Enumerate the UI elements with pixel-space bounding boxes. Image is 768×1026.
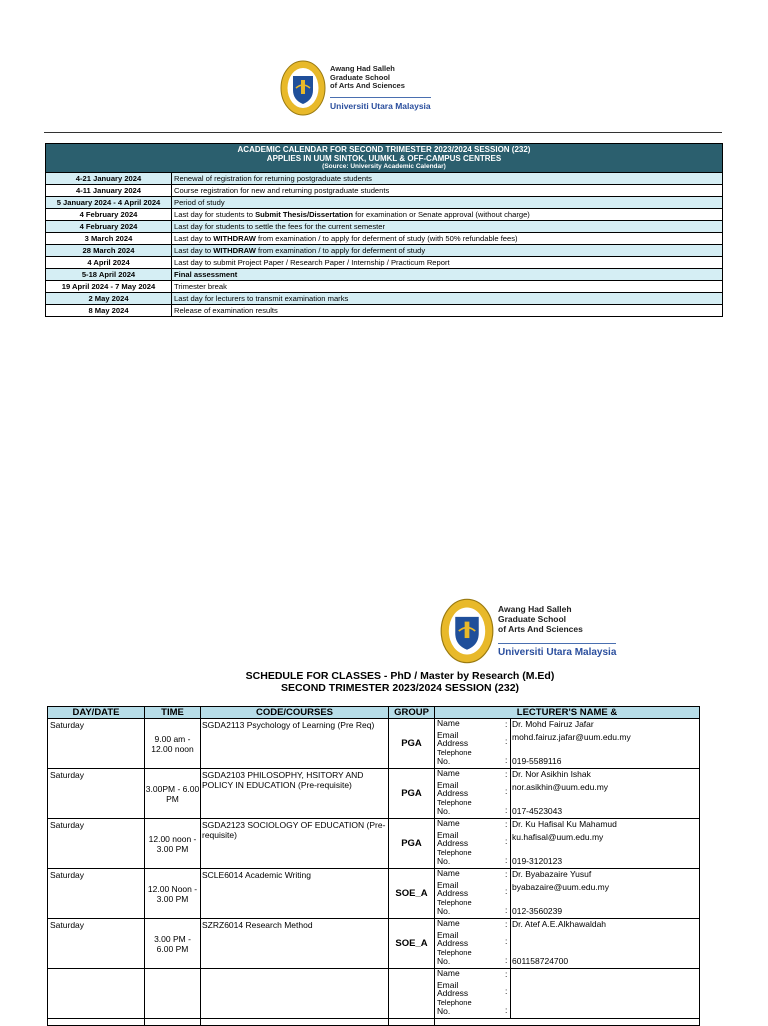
time-cell: 3.00PM - 6.00 PM bbox=[145, 769, 201, 819]
time-cell: 12.00 noon - 3.00 PM bbox=[145, 819, 201, 869]
colon: : bbox=[505, 719, 508, 729]
class-schedule-table bbox=[47, 706, 700, 1026]
telephone-no-label: No. bbox=[437, 1006, 451, 1016]
time-cell: 12.00 Noon - 3.00 PM bbox=[145, 869, 201, 919]
calendar-event bbox=[172, 209, 722, 220]
time-cell: 3.00 PM - 6.00 PM bbox=[145, 919, 201, 969]
course-cell: SCLE6014 Academic Writing bbox=[201, 869, 389, 919]
address-label: Address bbox=[437, 988, 469, 998]
header-divider bbox=[44, 132, 722, 133]
calendar-row bbox=[46, 256, 722, 268]
calendar-event bbox=[172, 173, 722, 184]
calendar-date: 4 February 2024 bbox=[46, 221, 172, 232]
calendar-event bbox=[172, 257, 722, 268]
lecturer-cell bbox=[435, 869, 700, 919]
event-text: Period of study bbox=[174, 198, 225, 207]
email-label: Email bbox=[437, 880, 459, 890]
label-divider bbox=[510, 819, 511, 868]
school-name-line-1: Awang Had Salleh bbox=[498, 604, 572, 614]
top-logo bbox=[280, 60, 431, 116]
event-text-cont: from examination / to apply for deferment of study (with 50% refundable fees) bbox=[255, 234, 518, 243]
empty-cell bbox=[435, 1019, 700, 1026]
calendar-event bbox=[172, 305, 722, 316]
colon: : bbox=[505, 736, 508, 746]
school-name-line-3: of Arts And Sciences bbox=[498, 624, 583, 634]
empty-cell bbox=[48, 1019, 145, 1026]
lecturer-phone: 601158724700 bbox=[512, 956, 569, 966]
calendar-date: 3 March 2024 bbox=[46, 233, 172, 244]
event-emphasis: WITHDRAW bbox=[213, 234, 256, 243]
calendar-row bbox=[46, 268, 722, 280]
name-label: Name bbox=[437, 868, 460, 878]
colon: : bbox=[505, 836, 508, 846]
calendar-event bbox=[172, 233, 722, 244]
colon: : bbox=[505, 1005, 508, 1015]
calendar-date: 4 February 2024 bbox=[46, 209, 172, 220]
course-cell: SGDA2113 Psychology of Learning (Pre Req) bbox=[201, 719, 389, 769]
schedule-logo bbox=[440, 598, 616, 664]
time-cell: 9.00 am - 12.00 noon bbox=[145, 719, 201, 769]
telephone-no-label: No. bbox=[437, 806, 451, 816]
colon: : bbox=[505, 786, 508, 796]
address-label: Address bbox=[437, 738, 469, 748]
group-cell bbox=[389, 969, 435, 1019]
event-text-cont: from examination / to apply for deferment of study bbox=[255, 246, 426, 255]
calendar-date: 28 March 2024 bbox=[46, 245, 172, 256]
schedule-row bbox=[48, 869, 700, 919]
telephone-label: Telephone bbox=[437, 898, 472, 907]
calendar-row bbox=[46, 208, 722, 220]
day-cell: Saturday bbox=[48, 819, 145, 869]
calendar-date: 4-21 January 2024 bbox=[46, 173, 172, 184]
colon: : bbox=[505, 755, 508, 765]
telephone-label: Telephone bbox=[437, 798, 472, 807]
telephone-no-label: No. bbox=[437, 756, 451, 766]
label-divider bbox=[510, 919, 511, 968]
col-header-day: DAY/DATE bbox=[48, 707, 145, 719]
schedule-row bbox=[48, 969, 700, 1019]
calendar-event bbox=[172, 269, 722, 280]
lecturer-email: byabazaire@uum.edu.my bbox=[512, 882, 609, 892]
colon: : bbox=[505, 805, 508, 815]
course-cell: SGDA2103 PHILOSOPHY, HSITORY AND POLICY IN EDUCATION (Pre-requisite) bbox=[201, 769, 389, 819]
colon: : bbox=[505, 869, 508, 879]
empty-cell bbox=[389, 1019, 435, 1026]
schedule-row bbox=[48, 719, 700, 769]
calendar-date: 5 January 2024 - 4 April 2024 bbox=[46, 197, 172, 208]
group-cell: SOE_A bbox=[389, 919, 435, 969]
event-text: Last day to submit Project Paper / Research Paper / Internship / Practicum Report bbox=[174, 258, 450, 267]
time-cell bbox=[145, 969, 201, 1019]
calendar-header bbox=[46, 144, 722, 172]
colon: : bbox=[505, 919, 508, 929]
lecturer-name: Dr. Byabazaire Yusuf bbox=[512, 869, 592, 879]
lecturer-phone: 012-3560239 bbox=[512, 906, 563, 916]
calendar-event bbox=[172, 221, 722, 232]
event-text: Release of examination results bbox=[174, 306, 278, 315]
name-label: Name bbox=[437, 968, 460, 978]
lecturer-cell bbox=[435, 919, 700, 969]
event-text: Trimester break bbox=[174, 282, 227, 291]
address-label: Address bbox=[437, 838, 469, 848]
event-emphasis: Final assessment bbox=[174, 270, 238, 279]
calendar-subtitle: APPLIES IN UUM SINTOK, UUMKL & OFF-CAMPUS CENTRES bbox=[266, 154, 502, 163]
telephone-label: Telephone bbox=[437, 998, 472, 1007]
email-label: Email bbox=[437, 730, 459, 740]
calendar-title: ACADEMIC CALENDAR FOR SECOND TRIMESTER 2023/2024 SESSION (232) bbox=[237, 145, 531, 154]
name-label: Name bbox=[437, 768, 460, 778]
label-divider bbox=[510, 969, 511, 1018]
event-emphasis: Submit Thesis/Dissertation bbox=[255, 210, 353, 219]
calendar-row bbox=[46, 292, 722, 304]
calendar-date: 4-11 January 2024 bbox=[46, 185, 172, 196]
event-emphasis: WITHDRAW bbox=[213, 246, 256, 255]
label-divider bbox=[510, 769, 511, 818]
lecturer-phone: 019-5589116 bbox=[512, 756, 562, 766]
email-label: Email bbox=[437, 980, 459, 990]
col-header-code: CODE/COURSES bbox=[201, 707, 389, 719]
colon: : bbox=[505, 986, 508, 996]
group-cell: SOE_A bbox=[389, 869, 435, 919]
event-text-cont: for examination or Senate approval (without charge) bbox=[352, 210, 530, 219]
group-cell: PGA bbox=[389, 719, 435, 769]
col-header-time: TIME bbox=[145, 707, 201, 719]
event-text: Last day to bbox=[174, 234, 214, 243]
lecturer-phone: 019-3120123 bbox=[512, 856, 563, 866]
colon: : bbox=[505, 969, 508, 979]
lecturer-email: ku.hafisal@uum.edu.my bbox=[512, 832, 604, 842]
calendar-event bbox=[172, 185, 722, 196]
day-cell: Saturday bbox=[48, 719, 145, 769]
university-name: Universiti Utara Malaysia bbox=[330, 100, 431, 111]
telephone-no-label: No. bbox=[437, 906, 451, 916]
lecturer-name: Dr. Ku Hafisal Ku Mahamud bbox=[512, 819, 617, 829]
schedule-row-partial bbox=[48, 1019, 700, 1026]
calendar-event bbox=[172, 197, 722, 208]
event-text: Last day for students to bbox=[174, 210, 256, 219]
address-label: Address bbox=[437, 938, 469, 948]
event-text: Course registration for new and returning postgraduate students bbox=[174, 186, 390, 195]
empty-cell bbox=[201, 1019, 389, 1026]
col-header-group: GROUP bbox=[389, 707, 435, 719]
name-label: Name bbox=[437, 718, 460, 728]
logo-rule bbox=[330, 97, 431, 98]
colon: : bbox=[505, 769, 508, 779]
academic-calendar-table bbox=[45, 143, 723, 317]
label-divider bbox=[510, 719, 511, 768]
lecturer-name: Dr. Atef A.E.Alkhawaldah bbox=[512, 919, 607, 929]
telephone-label: Telephone bbox=[437, 748, 472, 757]
address-label: Address bbox=[437, 788, 469, 798]
col-header-lecturer: LECTURER'S NAME & bbox=[435, 707, 700, 719]
calendar-row bbox=[46, 280, 722, 292]
name-label: Name bbox=[437, 818, 460, 828]
telephone-no-label: No. bbox=[437, 956, 451, 966]
calendar-row bbox=[46, 244, 722, 256]
lecturer-cell bbox=[435, 769, 700, 819]
day-cell bbox=[48, 969, 145, 1019]
email-label: Email bbox=[437, 830, 459, 840]
course-cell: SGDA2123 SOCIOLOGY OF EDUCATION (Pre-requisite) bbox=[201, 819, 389, 869]
lecturer-email: nor.asikhin@uum.edu.my bbox=[512, 782, 609, 792]
colon: : bbox=[505, 855, 508, 865]
calendar-row bbox=[46, 304, 722, 316]
telephone-no-label: No. bbox=[437, 856, 451, 866]
course-cell: SZRZ6014 Research Method bbox=[201, 919, 389, 969]
school-name-line-1: Awang Had Salleh bbox=[330, 64, 395, 74]
address-label: Address bbox=[437, 888, 469, 898]
calendar-date: 19 April 2024 - 7 May 2024 bbox=[46, 281, 172, 292]
lecturer-phone: 017-4523043 bbox=[512, 806, 563, 816]
course-cell bbox=[201, 969, 389, 1019]
calendar-source: (Source: University Academic Calendar) bbox=[322, 163, 446, 170]
schedule-row bbox=[48, 819, 700, 869]
uum-seal-icon bbox=[440, 598, 494, 664]
calendar-row bbox=[46, 184, 722, 196]
day-cell: Saturday bbox=[48, 869, 145, 919]
school-name-line-2: Graduate School bbox=[330, 72, 391, 82]
name-label: Name bbox=[437, 918, 460, 928]
telephone-label: Telephone bbox=[437, 948, 472, 957]
lecturer-name: Dr. Nor Asikhin Ishak bbox=[512, 769, 591, 779]
event-text: Last day to bbox=[174, 246, 214, 255]
group-cell: PGA bbox=[389, 769, 435, 819]
calendar-date: 8 May 2024 bbox=[46, 305, 172, 316]
calendar-event bbox=[172, 293, 722, 304]
calendar-date: 2 May 2024 bbox=[46, 293, 172, 304]
university-name: Universiti Utara Malaysia bbox=[498, 647, 617, 658]
event-text: Renewal of registration for returning postgraduate students bbox=[174, 174, 372, 183]
colon: : bbox=[505, 886, 508, 896]
schedule-title bbox=[200, 670, 600, 694]
colon: : bbox=[505, 936, 508, 946]
calendar-date: 4 April 2024 bbox=[46, 257, 172, 268]
schedule-title-line-2: SECOND TRIMESTER 2023/2024 SESSION (232) bbox=[280, 682, 520, 694]
logo-rule bbox=[498, 643, 616, 644]
calendar-event bbox=[172, 245, 722, 256]
calendar-date: 5-18 April 2024 bbox=[46, 269, 172, 280]
school-name-line-3: of Arts And Sciences bbox=[330, 81, 405, 91]
schedule-row bbox=[48, 919, 700, 969]
calendar-event bbox=[172, 281, 722, 292]
lecturer-email: mohd.fairuz.jafar@uum.edu.my bbox=[512, 732, 631, 742]
colon: : bbox=[505, 905, 508, 915]
email-label: Email bbox=[437, 780, 459, 790]
empty-cell bbox=[145, 1019, 201, 1026]
lecturer-cell bbox=[435, 819, 700, 869]
colon: : bbox=[505, 819, 508, 829]
event-text: Last day for students to settle the fees for the current semester bbox=[174, 222, 386, 231]
calendar-row bbox=[46, 196, 722, 208]
calendar-row bbox=[46, 232, 722, 244]
school-name-line-2: Graduate School bbox=[498, 614, 567, 624]
event-text: Last day for lecturers to transmit examination marks bbox=[174, 294, 349, 303]
calendar-row bbox=[46, 220, 722, 232]
calendar-row bbox=[46, 172, 722, 184]
day-cell: Saturday bbox=[48, 919, 145, 969]
uum-seal-icon bbox=[280, 60, 326, 116]
lecturer-cell bbox=[435, 719, 700, 769]
schedule-title-line-1: SCHEDULE FOR CLASSES - PhD / Master by Research (M.Ed) bbox=[245, 670, 555, 682]
schedule-row bbox=[48, 769, 700, 819]
colon: : bbox=[505, 955, 508, 965]
label-divider bbox=[510, 869, 511, 918]
group-cell: PGA bbox=[389, 819, 435, 869]
lecturer-cell bbox=[435, 969, 700, 1019]
lecturer-name: Dr. Mohd Fairuz Jafar bbox=[512, 719, 594, 729]
email-label: Email bbox=[437, 930, 459, 940]
day-cell: Saturday bbox=[48, 769, 145, 819]
telephone-label: Telephone bbox=[437, 848, 472, 857]
